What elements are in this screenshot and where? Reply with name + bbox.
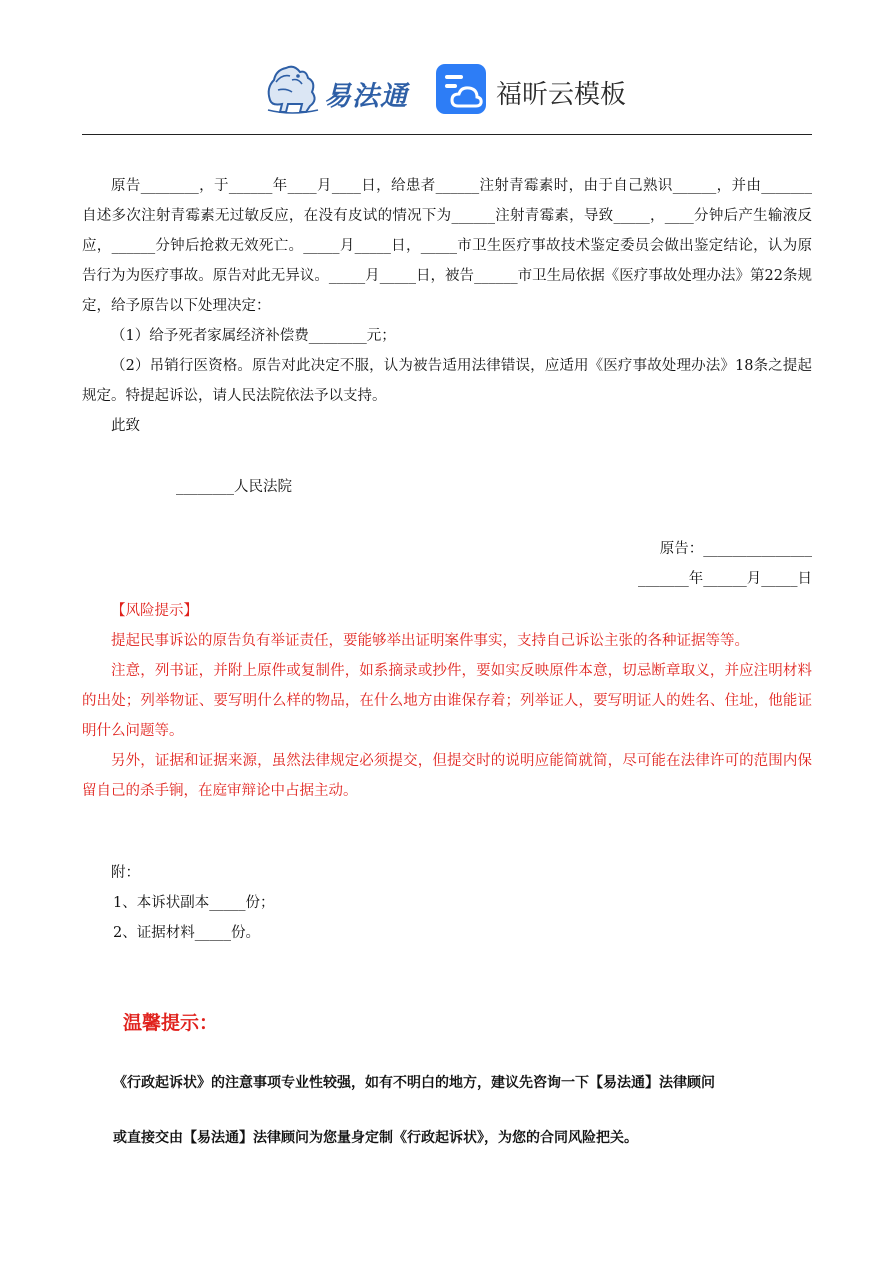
- warm-tip-line-1: 《行政起诉状》的注意事项专业性较强，如有不明白的地方，建议先咨询一下【易法通】法律顾问: [113, 1075, 715, 1091]
- main-paragraph: 原告________，于______年____月____日，给患者______注射青霉素时，由于自己熟识______，并由_______自述多次注射青霉素无过敏反应，在没有皮试的情况下为______注射青霉素，导致_____，____分钟后产生输液反应，______分钟后抢救无效死亡。_____月_____日，_____市卫生医疗事故技术鉴定委员会做出鉴定结论，认为原告行为为医疗事故。原告对此无异议。_____月_____日，被告______市卫生局依据《医疗事故处理办法》第22条规定，给予原告以下处理决定：: [82, 178, 812, 314]
- risk-paragraph-3: 另外，证据和证据来源，虽然法律规定必须提交，但提交时的说明应能简就简，尽可能在法律许可的范围内保留自己的杀手锏，在庭审辩论中占据主动。: [82, 753, 812, 799]
- attachments-section: [82, 858, 812, 948]
- decision-item-1: （1）给予死者家属经济补偿费________元；: [111, 328, 396, 344]
- page-header: [0, 0, 893, 136]
- attachment-item-1: 1、本诉状副本_____份；: [113, 895, 275, 911]
- risk-paragraph-2: 注意，列书证，并附上原件或复制件，如系摘录或抄件，要如实反映原件本意，切忌断章取义，并应注明材料的出处；列举物证、要写明什么样的物品，在什么地方由谁保存着；列举证人，要写明证人的姓名、住址，他能证明什么问题等。: [82, 663, 812, 739]
- risk-paragraph-1: 提起民事诉讼的原告负有举证责任，要能够举出证明案件事实，支持自己诉讼主张的各种证据等等。: [111, 633, 749, 649]
- warm-tip-line-2: 或直接交由【易法通】法律顾问为您量身定制《行政起诉状》，为您的合同风险把关。: [113, 1130, 638, 1146]
- cloud-document-icon: [436, 64, 486, 114]
- decision-item-2: （2）吊销行医资格。原告对此决定不服，认为被告适用法律错误，应适用《医疗事故处理办法》18条之提起规定。特提起诉讼，请人民法院依法予以支持。: [82, 358, 812, 404]
- attachment-item-2: 2、证据材料_____份。: [113, 925, 260, 941]
- warm-tip-title: 温馨提示：: [123, 1012, 219, 1034]
- risk-title: 【风险提示】: [111, 603, 198, 619]
- signature-date: _______年______月_____日: [638, 571, 812, 587]
- complaint-body: [82, 171, 812, 441]
- lion-emblem-icon: [262, 60, 324, 118]
- closing-text: 此致: [111, 418, 140, 434]
- yifatong-brand-text: 易法通: [324, 81, 408, 112]
- foxit-brand-text: 福昕云模板: [496, 80, 627, 110]
- attachments-title: 附：: [111, 865, 140, 881]
- header-divider: [82, 134, 812, 135]
- risk-section: [82, 596, 812, 806]
- court-name: ________人民法院: [176, 479, 292, 495]
- yifatong-logo: [262, 60, 422, 118]
- plaintiff-signature: 原告：_______________: [659, 541, 812, 557]
